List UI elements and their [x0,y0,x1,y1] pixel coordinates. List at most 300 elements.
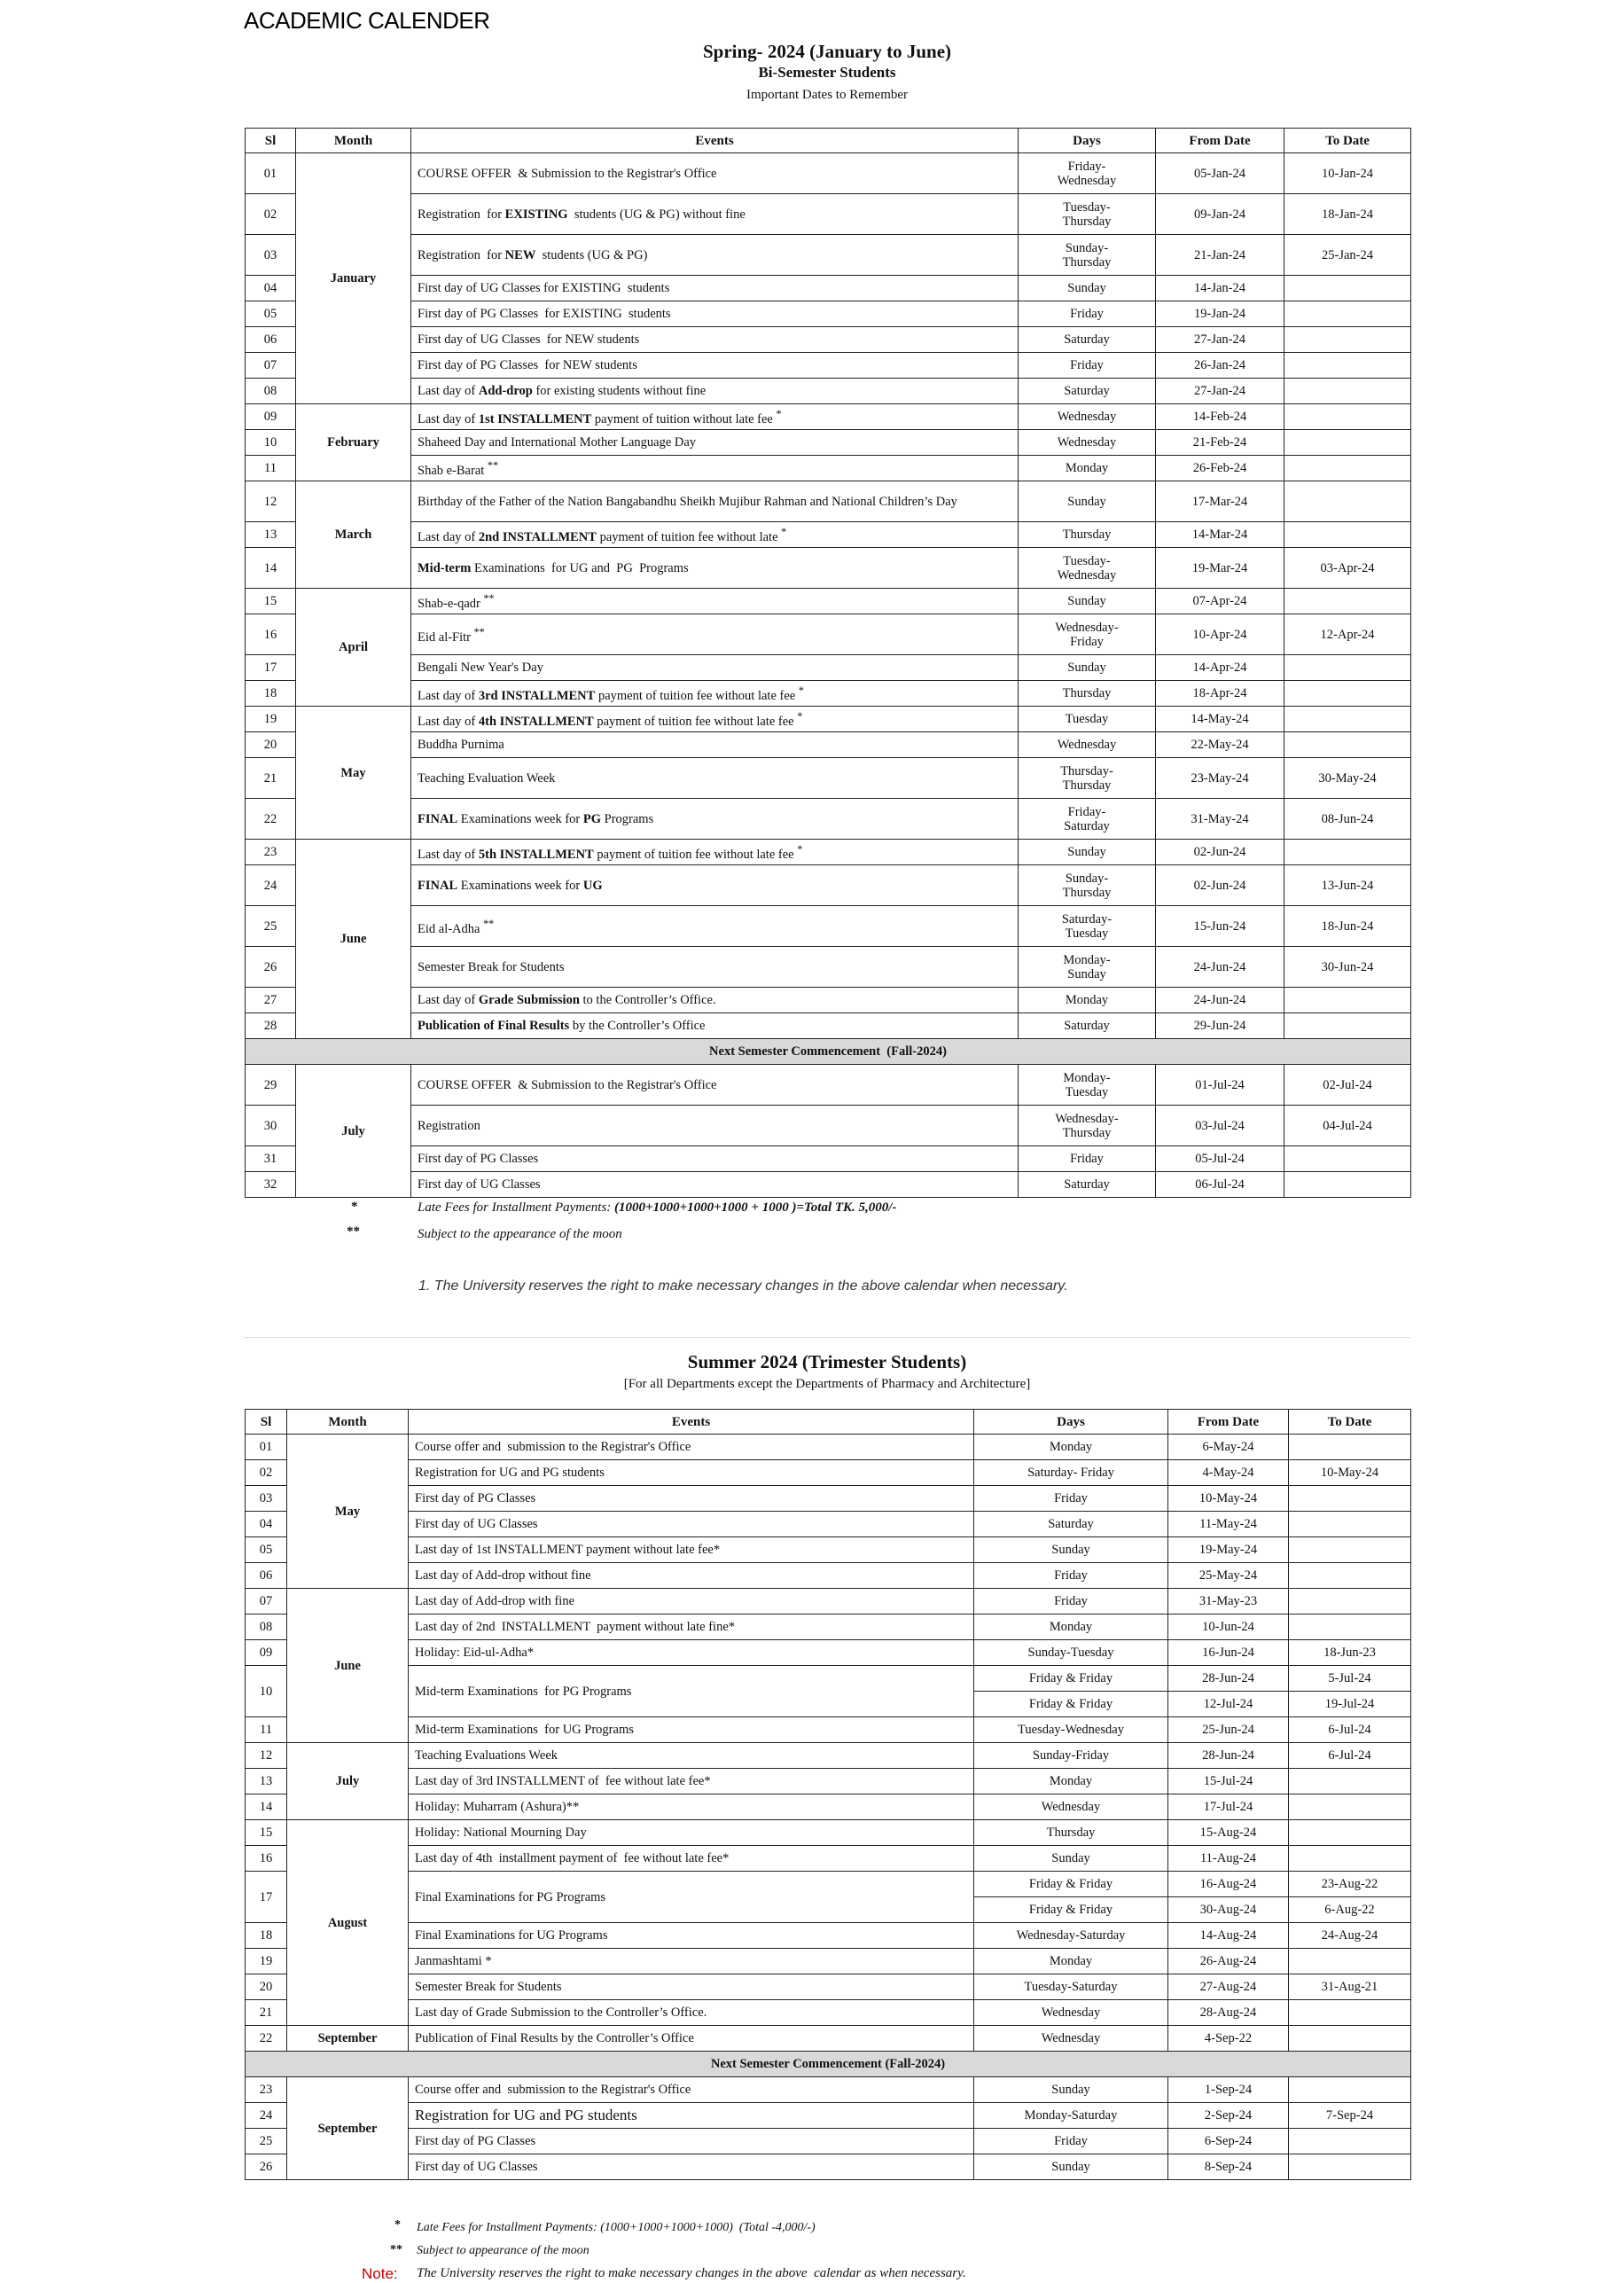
to-date-cell [1289,1537,1411,1563]
event-cell: Last day of 3rd INSTALLMENT of fee without late fee* [409,1769,974,1794]
summer-footnote-star-symbol: * [394,2218,401,2232]
month-cell: July [296,1065,411,1198]
event-cell: First day of UG Classes for NEW students [411,327,1019,353]
event-cell: Mid-term Examinations for PG Programs [409,1666,974,1717]
days-cell: Sunday-Friday [974,1743,1168,1769]
days-cell: Monday [974,1615,1168,1640]
days-cell: Monday- Sunday [1019,947,1156,988]
days-cell: Wednesday [1019,430,1156,456]
month-cell: February [296,404,411,481]
to-date-cell [1289,1949,1411,1974]
event-cell: First day of UG Classes for EXISTING students [411,276,1019,301]
from-date-cell: 4-Sep-22 [1168,2026,1289,2052]
event-cell: Shab e-Barat ** [411,456,1019,481]
table-row [246,1846,1411,1872]
to-date-cell [1289,1769,1411,1794]
serial-cell: 09 [246,1640,287,1666]
to-date-cell [1289,2000,1411,2026]
event-cell: Eid al-Fitr ** [411,614,1019,655]
serial-cell: 20 [246,732,296,758]
days-cell: Wednesday- Thursday [1019,1106,1156,1146]
serial-cell: 03 [246,235,296,276]
days-cell: Saturday [1019,1172,1156,1198]
from-date-cell: 1-Sep-24 [1168,2077,1289,2103]
to-date-cell [1289,1512,1411,1537]
days-cell: Wednesday-Saturday [974,1923,1168,1949]
event-cell: Registration for UG and PG students [409,2103,974,2129]
event-cell: Registration for UG and PG students [409,1460,974,1486]
days-cell: Sunday [974,2077,1168,2103]
month-cell: July [287,1743,409,1820]
serial-cell: 27 [246,988,296,1013]
to-date-cell: 30-May-24 [1284,758,1411,799]
to-date-cell [1289,2026,1411,2052]
column-header: From Date [1168,1410,1289,1435]
to-date-cell: 18-Jan-24 [1284,194,1411,235]
table-row [246,2077,1411,2103]
month-cell: June [296,840,411,1039]
to-date-cell: 18-Jun-23 [1289,1640,1411,1666]
to-date-cell [1289,1435,1411,1460]
from-date-cell: 05-Jan-24 [1156,153,1284,194]
table-row [246,153,1411,194]
event-cell: Registration for NEW students (UG & PG) [411,235,1019,276]
from-date-cell: 27-Aug-24 [1168,1974,1289,2000]
from-date-cell: 12-Jul-24 [1168,1692,1289,1717]
event-cell: Registration [411,1106,1019,1146]
summer-subtitle: [For all Departments except the Departments of Pharmacy and Architecture] [623,1377,1031,1391]
table-header-row [246,129,1411,153]
from-date-cell: 6-May-24 [1168,1435,1289,1460]
serial-cell: 10 [246,430,296,456]
event-cell: First day of UG Classes [409,1512,974,1537]
event-cell: Janmashtami * [409,1949,974,1974]
days-cell: Friday & Friday [974,1897,1168,1923]
serial-cell: 07 [246,353,296,379]
days-cell: Saturday [1019,327,1156,353]
table-row [246,1640,1411,1666]
table-row [246,865,1411,906]
from-date-cell: 03-Jul-24 [1156,1106,1284,1146]
table-row [246,799,1411,840]
days-cell: Saturday- Friday [974,1460,1168,1486]
event-cell: Last day of Add-drop with fine [409,1589,974,1615]
days-cell: Sunday [1019,840,1156,865]
table-row [246,1486,1411,1512]
event-cell: Registration for EXISTING students (UG & PG) without fine [411,194,1019,235]
serial-cell: 24 [246,2103,287,2129]
from-date-cell: 6-Sep-24 [1168,2129,1289,2154]
table-row [246,481,1411,522]
serial-cell: 17 [246,655,296,681]
days-cell: Monday [1019,988,1156,1013]
table-row [246,1435,1411,1460]
to-date-cell [1289,1820,1411,1846]
from-date-cell: 19-May-24 [1168,1537,1289,1563]
event-cell: Last day of 4th INSTALLMENT payment of tuition fee without late fee * [411,707,1019,732]
table-row [246,655,1411,681]
page-title: ACADEMIC CALENDER [244,7,490,34]
to-date-cell [1284,327,1411,353]
days-cell: Monday- Tuesday [1019,1065,1156,1106]
event-cell: Shab-e-qadr ** [411,589,1019,614]
spring-footnote-dstar: Subject to the appearance of the moon [418,1227,622,1241]
from-date-cell: 28-Jun-24 [1168,1743,1289,1769]
days-cell: Friday & Friday [974,1666,1168,1692]
table-row [246,1949,1411,1974]
event-cell: First day of PG Classes for NEW students [411,353,1019,379]
to-date-cell [1289,1846,1411,1872]
table-row [246,1615,1411,1640]
event-cell: Publication of Final Results by the Controller’s Office [411,1013,1019,1039]
days-cell: Friday [974,1486,1168,1512]
from-date-cell: 10-Apr-24 [1156,614,1284,655]
to-date-cell [1289,1563,1411,1589]
from-date-cell: 27-Jan-24 [1156,327,1284,353]
column-header: Month [296,129,411,153]
days-cell: Tuesday- Thursday [1019,194,1156,235]
days-cell: Sunday- Thursday [1019,235,1156,276]
event-cell: First day of PG Classes [409,1486,974,1512]
days-cell: Wednesday [974,1794,1168,1820]
table-row [246,988,1411,1013]
to-date-cell: 08-Jun-24 [1284,799,1411,840]
event-cell: Bengali New Year's Day [411,655,1019,681]
spring-subtitle: Bi-Semester Students [758,64,896,81]
event-cell: Shaheed Day and International Mother Language Day [411,430,1019,456]
table-row [246,276,1411,301]
serial-cell: 25 [246,2129,287,2154]
serial-cell: 07 [246,1589,287,1615]
from-date-cell: 10-Jun-24 [1168,1615,1289,1640]
section-divider [244,1337,1410,1338]
serial-cell: 15 [246,589,296,614]
serial-cell: 08 [246,1615,287,1640]
days-cell: Wednesday [974,2000,1168,2026]
serial-cell: 06 [246,327,296,353]
to-date-cell [1289,2154,1411,2180]
days-cell: Monday [974,1769,1168,1794]
from-date-cell: 25-May-24 [1168,1563,1289,1589]
days-cell: Friday [1019,1146,1156,1172]
table-row [246,1106,1411,1146]
days-cell: Sunday [974,1537,1168,1563]
to-date-cell: 13-Jun-24 [1284,865,1411,906]
from-date-cell: 05-Jul-24 [1156,1146,1284,1172]
from-date-cell: 25-Jun-24 [1168,1717,1289,1743]
summer-note-text: The University reserves the right to make necessary changes in the above calendar as when necessary. [417,2266,966,2280]
event-cell: Last day of 1st INSTALLMENT payment of tuition without late fee * [411,404,1019,430]
serial-cell: 22 [246,2026,287,2052]
days-cell: Friday [1019,301,1156,327]
days-cell: Friday [1019,353,1156,379]
serial-cell: 05 [246,1537,287,1563]
table-row [246,1563,1411,1589]
column-header: From Date [1156,129,1284,153]
days-cell: Sunday [1019,589,1156,614]
to-date-cell [1284,1013,1411,1039]
event-cell: Last day of Grade Submission to the Controller’s Office. [409,2000,974,2026]
days-cell: Saturday [1019,379,1156,404]
days-cell: Saturday [974,1512,1168,1537]
to-date-cell: 5-Jul-24 [1289,1666,1411,1692]
serial-cell: 11 [246,1717,287,1743]
serial-cell: 25 [246,906,296,947]
table-row [246,2000,1411,2026]
column-header: Sl [246,1410,287,1435]
table-row [246,589,1411,614]
table-row [246,906,1411,947]
event-cell: Last day of Add-drop for existing students without fine [411,379,1019,404]
to-date-cell [1284,589,1411,614]
event-cell: Course offer and submission to the Registrar's Office [409,1435,974,1460]
serial-cell: 09 [246,404,296,430]
column-header: To Date [1284,129,1411,153]
from-date-cell: 10-May-24 [1168,1486,1289,1512]
to-date-cell [1284,1172,1411,1198]
table-row [246,430,1411,456]
event-cell: Buddha Purnima [411,732,1019,758]
from-date-cell: 28-Jun-24 [1168,1666,1289,1692]
event-cell: Last day of 4th installment payment of fee without late fee* [409,1846,974,1872]
table-row [246,1065,1411,1106]
to-date-cell [1284,1146,1411,1172]
table-row [246,1717,1411,1743]
serial-cell: 01 [246,1435,287,1460]
event-cell: Last day of 2nd INSTALLMENT payment without late fine* [409,1615,974,1640]
month-cell: April [296,589,411,707]
table-row [246,1872,1411,1897]
to-date-cell [1284,276,1411,301]
table-row [246,758,1411,799]
table-row [246,2103,1411,2129]
serial-cell: 18 [246,1923,287,1949]
summer-footnote-dstar: Subject to appearance of the moon [417,2244,589,2257]
table-row [246,1743,1411,1769]
from-date-cell: 06-Jul-24 [1156,1172,1284,1198]
summer-title: Summer 2024 (Trimester Students) [687,1351,967,1372]
from-date-cell: 18-Apr-24 [1156,681,1284,707]
days-cell: Friday [974,2129,1168,2154]
days-cell: Tuesday-Saturday [974,1974,1168,2000]
to-date-cell [1289,1615,1411,1640]
from-date-cell: 11-May-24 [1168,1512,1289,1537]
table-row [246,522,1411,548]
table-row [246,2129,1411,2154]
from-date-cell: 26-Aug-24 [1168,1949,1289,1974]
serial-cell: 21 [246,2000,287,2026]
to-date-cell [1284,655,1411,681]
from-date-cell: 15-Jul-24 [1168,1769,1289,1794]
serial-cell: 16 [246,1846,287,1872]
to-date-cell: 25-Jan-24 [1284,235,1411,276]
days-cell: Monday [974,1435,1168,1460]
from-date-cell: 31-May-23 [1168,1589,1289,1615]
event-cell: Last day of Add-drop without fine [409,1563,974,1589]
days-cell: Wednesday [1019,732,1156,758]
summer-footnote-dstar-symbol: ** [390,2243,402,2256]
days-cell: Friday- Saturday [1019,799,1156,840]
to-date-cell: 02-Jul-24 [1284,1065,1411,1106]
days-cell: Thursday [1019,522,1156,548]
column-header: Month [287,1410,409,1435]
serial-cell: 16 [246,614,296,655]
from-date-cell: 14-Jan-24 [1156,276,1284,301]
event-cell: Semester Break for Students [409,1974,974,2000]
to-date-cell [1284,404,1411,430]
to-date-cell: 6-Aug-22 [1289,1897,1411,1923]
serial-cell: 20 [246,1974,287,2000]
from-date-cell: 15-Aug-24 [1168,1820,1289,1846]
days-cell: Thursday [1019,681,1156,707]
from-date-cell: 21-Jan-24 [1156,235,1284,276]
event-cell: Last day of 5th INSTALLMENT payment of tuition fee without late fee * [411,840,1019,865]
table-row [246,379,1411,404]
serial-cell: 01 [246,153,296,194]
table-row [246,947,1411,988]
from-date-cell: 14-Apr-24 [1156,655,1284,681]
spring-footnote-dstar-symbol: ** [347,1224,360,1239]
from-date-cell: 14-Feb-24 [1156,404,1284,430]
band-label: Next Semester Commencement (Fall-2024) [246,1039,1411,1065]
event-cell: Last day of 3rd INSTALLMENT payment of tuition fee without late fee * [411,681,1019,707]
to-date-cell [1284,481,1411,522]
event-cell: Final Examinations for PG Programs [409,1872,974,1923]
table-row [246,1974,1411,2000]
event-cell: Holiday: National Mourning Day [409,1820,974,1846]
days-cell: Thursday- Thursday [1019,758,1156,799]
serial-cell: 26 [246,947,296,988]
serial-cell: 30 [246,1106,296,1146]
serial-cell: 02 [246,194,296,235]
event-cell: Last day of Grade Submission to the Controller’s Office. [411,988,1019,1013]
table-row [246,1589,1411,1615]
from-date-cell: 17-Mar-24 [1156,481,1284,522]
from-date-cell: 11-Aug-24 [1168,1846,1289,1872]
event-cell: Mid-term Examinations for UG Programs [409,1717,974,1743]
serial-cell: 10 [246,1666,287,1717]
days-cell: Friday- Wednesday [1019,153,1156,194]
from-date-cell: 23-May-24 [1156,758,1284,799]
days-cell: Tuesday- Wednesday [1019,548,1156,589]
to-date-cell: 18-Jun-24 [1284,906,1411,947]
to-date-cell: 23-Aug-22 [1289,1872,1411,1897]
days-cell: Monday [974,1949,1168,1974]
from-date-cell: 14-Mar-24 [1156,522,1284,548]
from-date-cell: 02-Jun-24 [1156,840,1284,865]
from-date-cell: 15-Jun-24 [1156,906,1284,947]
to-date-cell: 24-Aug-24 [1289,1923,1411,1949]
summer-footnote-star: Late Fees for Installment Payments: (1000+1000+1000+1000) (Total -4,000/-) [417,2221,816,2234]
table-row [246,1769,1411,1794]
serial-cell: 04 [246,276,296,301]
serial-cell: 03 [246,1486,287,1512]
from-date-cell: 30-Aug-24 [1168,1897,1289,1923]
spring-title: Spring- 2024 (January to June) [702,41,952,62]
from-date-cell: 4-May-24 [1168,1460,1289,1486]
serial-cell: 28 [246,1013,296,1039]
event-cell: Course offer and submission to the Registrar's Office [409,2077,974,2103]
event-cell: FINAL Examinations week for UG [411,865,1019,906]
event-cell: Last day of 1st INSTALLMENT payment without late fee* [409,1537,974,1563]
days-cell: Wednesday [1019,404,1156,430]
table-row [246,353,1411,379]
from-date-cell: 24-Jun-24 [1156,988,1284,1013]
from-date-cell: 24-Jun-24 [1156,947,1284,988]
from-date-cell: 01-Jul-24 [1156,1065,1284,1106]
table-row [246,301,1411,327]
days-cell: Friday [974,1563,1168,1589]
event-cell: COURSE OFFER & Submission to the Registrar's Office [411,153,1019,194]
event-cell: Publication of Final Results by the Controller’s Office [409,2026,974,2052]
serial-cell: 05 [246,301,296,327]
table-row [246,235,1411,276]
event-cell: Holiday: Muharram (Ashura)** [409,1794,974,1820]
event-cell: Holiday: Eid-ul-Adha* [409,1640,974,1666]
days-cell: Monday-Saturday [974,2103,1168,2129]
table-row [246,1537,1411,1563]
from-date-cell: 29-Jun-24 [1156,1013,1284,1039]
column-header: Days [974,1410,1168,1435]
section-band-row [246,1039,1411,1065]
month-cell: August [287,1820,409,2026]
table-row [246,548,1411,589]
to-date-cell [1284,301,1411,327]
serial-cell: 13 [246,522,296,548]
serial-cell: 24 [246,865,296,906]
event-cell: Semester Break for Students [411,947,1019,988]
days-cell: Friday [974,1589,1168,1615]
days-cell: Sunday [974,1846,1168,1872]
table-row [246,1666,1411,1692]
days-cell: Sunday [1019,481,1156,522]
serial-cell: 12 [246,481,296,522]
month-cell: September [287,2026,409,2052]
table-row [246,2154,1411,2180]
days-cell: Saturday [1019,1013,1156,1039]
month-cell: May [296,707,411,840]
from-date-cell: 14-May-24 [1156,707,1284,732]
to-date-cell [1284,379,1411,404]
serial-cell: 19 [246,1949,287,1974]
serial-cell: 15 [246,1820,287,1846]
serial-cell: 18 [246,681,296,707]
from-date-cell: 09-Jan-24 [1156,194,1284,235]
event-cell: Final Examinations for UG Programs [409,1923,974,1949]
event-cell: Teaching Evaluation Week [411,758,1019,799]
spring-remark: 1. The University reserves the right to make necessary changes in the above calendar when necessary. [418,1278,1068,1294]
spring-footnote-star-symbol: * [351,1200,358,1214]
to-date-cell [1284,707,1411,732]
band-label: Next Semester Commencement (Fall-2024) [246,2052,1411,2077]
column-header: To Date [1289,1410,1411,1435]
to-date-cell: 6-Jul-24 [1289,1717,1411,1743]
table-row [246,1460,1411,1486]
event-cell: Last day of 2nd INSTALLMENT payment of tuition fee without late * [411,522,1019,548]
table-row [246,840,1411,865]
days-cell: Saturday- Tuesday [1019,906,1156,947]
event-cell: First day of PG Classes [409,2129,974,2154]
from-date-cell: 26-Jan-24 [1156,353,1284,379]
column-header: Days [1019,129,1156,153]
days-cell: Tuesday-Wednesday [974,1717,1168,1743]
days-cell: Friday & Friday [974,1692,1168,1717]
serial-cell: 32 [246,1172,296,1198]
to-date-cell: 31-Aug-21 [1289,1974,1411,2000]
to-date-cell [1284,988,1411,1013]
to-date-cell [1289,1794,1411,1820]
serial-cell: 14 [246,1794,287,1820]
